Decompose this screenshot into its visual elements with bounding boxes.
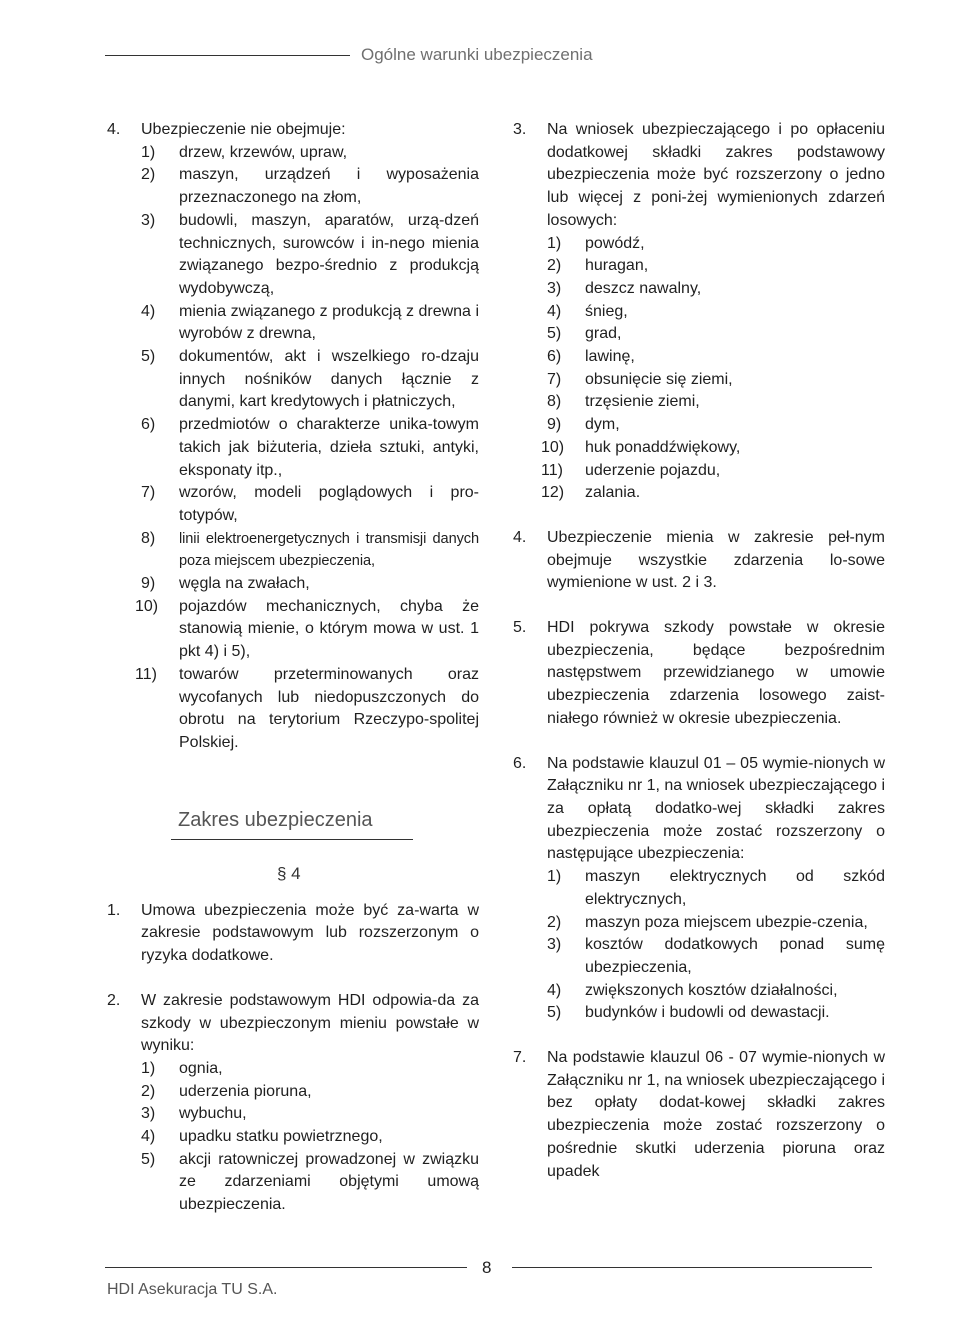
list-item	[513, 255, 885, 278]
running-header: Ogólne warunki ubezpieczenia	[361, 45, 593, 64]
section-number: § 4	[277, 863, 301, 883]
item-text: zalania.	[585, 484, 641, 502]
item-number: 3)	[547, 279, 562, 297]
item-number: 5)	[547, 1004, 562, 1022]
list-item	[513, 323, 885, 346]
item-number: 2)	[141, 166, 156, 184]
list-item	[513, 912, 885, 935]
item-number: 2)	[547, 913, 562, 931]
item-text: budowli, maszyn, aparatów, urzą-dzeń technicznych, surowców i in-nego mienia związanego bezpo-średnio z produkcją wydobywczą,	[179, 211, 479, 297]
item-text: uderzenie pojazdu,	[585, 461, 721, 479]
footer-company: HDI Asekuracja TU S.A.	[107, 1281, 278, 1298]
paragraph-text: Na wniosek ubezpieczającego i po opłaceniu dodatkowej składki zakres podstawowy ubezpieczenia może być rozszerzony o jedno lub więcej z poni-żej wymienionych zdarzeń losowych:	[547, 121, 885, 229]
item-text: wzorów, modeli poglądowych i pro-totypów,	[179, 484, 479, 524]
paragraph-7	[513, 1047, 885, 1183]
item-text: trzęsienie ziemi,	[585, 393, 700, 411]
list-item	[107, 573, 479, 596]
list-item	[513, 437, 885, 460]
item-number: 10)	[541, 438, 565, 456]
item-text: dym,	[585, 416, 620, 434]
item-text: powódź,	[585, 234, 645, 252]
right-column	[513, 119, 885, 1183]
list-item	[107, 210, 479, 301]
item-number: 2)	[141, 1082, 156, 1100]
paragraph-number: 4.	[107, 121, 121, 138]
list-item	[107, 164, 479, 209]
item-text: przedmiotów o charakterze unika-towym takich jak biżuteria, dzieła sztuki, antyki, eksponaty itp.,	[179, 416, 479, 479]
item-number: 6)	[547, 348, 562, 366]
item-number: 11)	[541, 461, 563, 479]
list-item	[107, 1149, 479, 1217]
item-text: grad,	[585, 325, 622, 343]
item-number: 1)	[547, 868, 562, 886]
item-number: 12)	[541, 484, 565, 502]
item-text: zwiększonych kosztów działalności,	[585, 981, 838, 999]
item-number: 3)	[141, 1105, 156, 1123]
paragraph-number: 7.	[513, 1049, 527, 1067]
item-number: 1)	[547, 234, 562, 252]
list-item	[513, 980, 885, 1003]
list-item	[107, 1058, 479, 1081]
paragraph-6	[513, 753, 885, 867]
paragraph-5	[513, 617, 885, 731]
paragraph-text: Umowa ubezpieczenia może być za-warta w zakresie podstawowym lub rozszerzonym o ryzyka dodatkowe.	[141, 901, 479, 965]
list-item	[107, 528, 479, 573]
item-text: huragan,	[585, 257, 649, 275]
list-item	[513, 391, 885, 414]
list-item	[107, 142, 479, 165]
paragraph-4-right	[513, 527, 885, 595]
paragraph-number: 6.	[513, 754, 527, 772]
list-item	[107, 664, 479, 755]
list-item	[107, 1103, 479, 1126]
list-item	[513, 369, 885, 392]
item-text: towarów przeterminowanych oraz wycofanych lub niedopuszczonych do obrotu na terytorium Rzeczypo-spolitej Polskiej.	[179, 665, 479, 751]
paragraph-3	[513, 119, 885, 233]
item-text: uderzenia pioruna,	[179, 1082, 312, 1100]
item-number: 4)	[141, 302, 156, 320]
item-text: kosztów dodatkowych ponad sumę ubezpieczenia,	[585, 936, 885, 976]
item-number: 5)	[547, 325, 562, 343]
list-item	[513, 934, 885, 979]
list-item	[107, 482, 479, 527]
footer-rule-left	[105, 1267, 467, 1268]
list-item	[513, 278, 885, 301]
list-item	[107, 414, 479, 482]
list-item	[513, 233, 885, 256]
list-item	[107, 596, 479, 664]
item-number: 4)	[547, 302, 562, 320]
list-item	[513, 414, 885, 437]
footer-rule-right	[512, 1267, 872, 1268]
item-text: drzew, krzewów, upraw,	[179, 143, 348, 161]
paragraph-text: Ubezpieczenie nie obejmuje:	[141, 121, 346, 138]
item-number: 1)	[141, 1059, 156, 1077]
paragraph-number: 1.	[107, 901, 121, 919]
item-text: pojazdów mechanicznych, chyba że stanowią mienie, o którym mowa w ust. 1 pkt 4) i 5),	[179, 597, 479, 661]
item-text: linii elektroenergetycznych i transmisji danych poza miejscem ubezpieczenia,	[179, 530, 479, 570]
item-text: maszyn poza miejscem ubezpie-czenia,	[585, 913, 868, 931]
item-number: 3)	[141, 211, 156, 229]
item-number: 11)	[135, 665, 157, 683]
section-title: Zakres ubezpieczenia	[178, 808, 373, 831]
item-text: węgla na zwałach,	[179, 575, 310, 593]
item-number: 6)	[141, 416, 156, 434]
paragraph-text: HDI pokrywa szkody powstałe w okresie ubezpieczenia, będące bezpośrednim następstwem przewidzianego w umowie ubezpieczenia zdarzenia losowego zaist-niałego również w okresie ubezpieczenia.	[547, 619, 885, 727]
list-item	[513, 866, 885, 911]
item-text: dokumentów, akt i wszelkiego ro-dzaju innych nośników danych łącznie z danymi, kart kredytowych i płatniczych,	[179, 348, 479, 411]
item-number: 1)	[141, 143, 156, 161]
paragraph-number: 5.	[513, 619, 527, 637]
item-text: akcji ratowniczej prowadzonej w związku ze zdarzeniami objętymi umową ubezpieczenia.	[179, 1150, 479, 1214]
left-column	[107, 119, 479, 1217]
paragraph-number: 4.	[513, 528, 527, 546]
list-item	[107, 301, 479, 346]
item-text: wybuchu,	[179, 1105, 247, 1123]
list-item	[513, 460, 885, 483]
item-text: budynków i budowli od dewastacji.	[585, 1004, 830, 1022]
paragraph-text: Ubezpieczenie mienia w zakresie peł-nym obejmuje wszystkie zdarzenia lo-sowe wymienione w ust. 2 i 3.	[547, 528, 885, 592]
item-text: maszyn elektrycznych od szkód elektrycznych,	[585, 868, 885, 908]
item-text: obsunięcie się ziemi,	[585, 370, 733, 388]
item-number: 8)	[547, 393, 562, 411]
list-item	[513, 301, 885, 324]
list-item	[107, 346, 479, 414]
item-text: huk ponaddźwiękowy,	[585, 438, 741, 456]
list-item	[107, 1081, 479, 1104]
paragraph-text: W zakresie podstawowym HDI odpowia-da za szkody w ubezpieczonym mieniu powstałe w wyniku:	[141, 991, 479, 1055]
item-text: śnieg,	[585, 302, 628, 320]
list-item	[513, 346, 885, 369]
paragraph-number: 3.	[513, 121, 527, 138]
item-number: 2)	[547, 257, 562, 275]
item-number: 8)	[141, 529, 156, 547]
item-text: upadku statku powietrznego,	[179, 1128, 383, 1146]
item-number: 9)	[547, 416, 562, 434]
paragraph-text: Na podstawie klauzul 06 - 07 wymie-nionych w Załączniku nr 1, na wniosek ubezpieczającego i bez opłaty dodat-kowej składki zakres ubezpieczenia może zostać rozszerzony o pośrednie skutki uderzenia pioruna oraz upadek	[547, 1049, 885, 1180]
item-number: 7)	[141, 484, 156, 502]
list-item	[513, 482, 885, 505]
item-number: 4)	[547, 981, 562, 999]
paragraph-2	[107, 990, 479, 1058]
list-item	[107, 1126, 479, 1149]
section-rule	[171, 839, 413, 840]
item-text: ognia,	[179, 1059, 223, 1077]
paragraph-1	[107, 900, 479, 968]
item-number: 5)	[141, 348, 156, 366]
header-rule	[105, 55, 350, 56]
list-item	[513, 1002, 885, 1025]
item-text: lawinę,	[585, 348, 635, 366]
item-number: 4)	[141, 1128, 156, 1146]
paragraph-number: 2.	[107, 991, 121, 1009]
item-text: deszcz nawalny,	[585, 279, 702, 297]
item-number: 10)	[135, 597, 159, 615]
paragraph-4	[107, 119, 479, 142]
item-number: 5)	[141, 1150, 156, 1168]
item-text: mienia związanego z produkcją z drewna i wyrobów z drewna,	[179, 302, 479, 343]
item-number: 7)	[547, 370, 562, 388]
item-text: maszyn, urządzeń i wyposażenia przeznaczonego na złom,	[179, 166, 479, 207]
item-number: 9)	[141, 575, 156, 593]
item-number: 3)	[547, 936, 562, 954]
section-heading-block	[107, 807, 479, 886]
page-number: 8	[482, 1258, 492, 1277]
paragraph-text: Na podstawie klauzul 01 – 05 wymie-nionych w Załączniku nr 1, na wniosek ubezpieczającego i za opłatą dodatko-wej składki zakres ubezpieczenia może zostać rozszerzony o następujące ubezpieczenia:	[547, 754, 885, 863]
